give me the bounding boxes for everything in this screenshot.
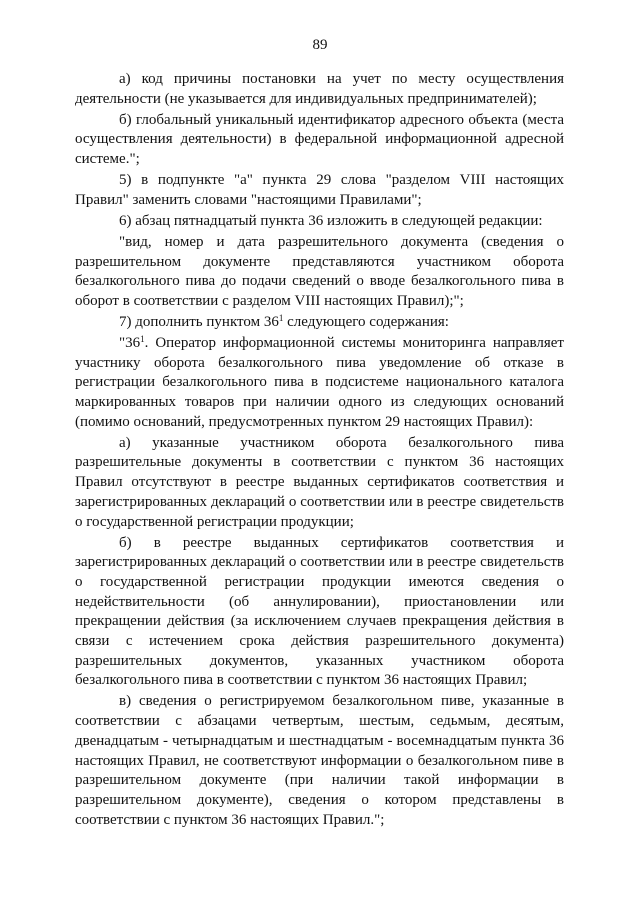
- paragraph-point-36-1: [75, 334, 564, 433]
- body-text: [75, 70, 564, 832]
- paragraph-item-7-text-after: следующего содержания:: [283, 313, 449, 330]
- paragraph-subitem-a-reason-code: а) код причины постановки на учет по месту осуществления деятельности (не указывается для индивидуальных предпринимателей);: [75, 71, 564, 107]
- page-number: 89: [312, 37, 328, 53]
- paragraph-refusal-ground-a: а) указанные участником оборота безалкогольного пива разрешительные документы в соответствии с пунктом 36 настоящих Правил отсутствуют в реестре выданных сертификатов соответствия и зарегистрированных деклараций о соответствии или в реестре свидетельств о государственной регистрации продукции;: [75, 434, 564, 530]
- paragraph-item-6: 6) абзац пятнадцатый пункта 36 изложить в следующей редакции:: [119, 212, 543, 229]
- superscript-index: 1: [140, 333, 145, 344]
- paragraph-refusal-ground-c: в) сведения о регистрируемом безалкогольном пиве, указанные в соответствии с абзацами четвертым, шестым, седьмым, десятым, двенадцатым - четырнадцатым и шестнадцатым - восемнадцатым пункта 36 настоящих Правил, не соответствуют информации о безалкогольном пиве в разрешительном документе (при наличии такой информации в разрешительном документе), сведения о котором представлены в соответствии с пунктом 36 настоящих Правил.";: [75, 693, 564, 828]
- paragraph-item-7: [75, 313, 564, 333]
- paragraph-subitem-b-address-id: б) глобальный уникальный идентификатор адресного объекта (места осуществления деятельности) в федеральной информационной адресной системе.";: [75, 111, 564, 168]
- superscript-index: 1: [278, 312, 284, 323]
- paragraph-refusal-ground-b: б) в реестре выданных сертификатов соответствия и зарегистрированных деклараций о соответствии или в реестре свидетельств о государственной регистрации продукции имеются сведения о недействительности (об аннулировании), приостановлении или прекращении действия (за исключением случаев прекращения действия в связи с истечением срока действия разрешительного документа) разрешительных документов, указанных участником оборота безалкогольного пива в соответствии с пунктом 36 настоящих Правил;: [75, 534, 564, 689]
- paragraph-item-7-text-before: 7) дополнить пунктом 36: [119, 313, 279, 330]
- paragraph-quoted-permit-document: "вид, номер и дата разрешительного документа (сведения о разрешительном документе представляются участником оборота безалкогольного пива до подачи сведений о вводе безалкогольного пива в оборот в соответствии с разделом VIII настоящих Правил);";: [75, 233, 564, 309]
- paragraph-point-36-1-text-before: "36: [119, 334, 141, 351]
- paragraph-item-5: 5) в подпункте "а" пункта 29 слова "разделом VIII настоящих Правил" заменить словами "настоящими Правилами";: [75, 172, 564, 208]
- paragraph-point-36-1-text-after: . Оператор информационной системы мониторинга направляет участнику оборота безалкогольного пива уведомление об отказе в регистрации безалкогольного пива в подсистеме национального каталога маркированных товаров при наличии одного из следующих оснований (помимо оснований, предусмотренных пунктом 29 настоящих Правил):: [75, 334, 564, 430]
